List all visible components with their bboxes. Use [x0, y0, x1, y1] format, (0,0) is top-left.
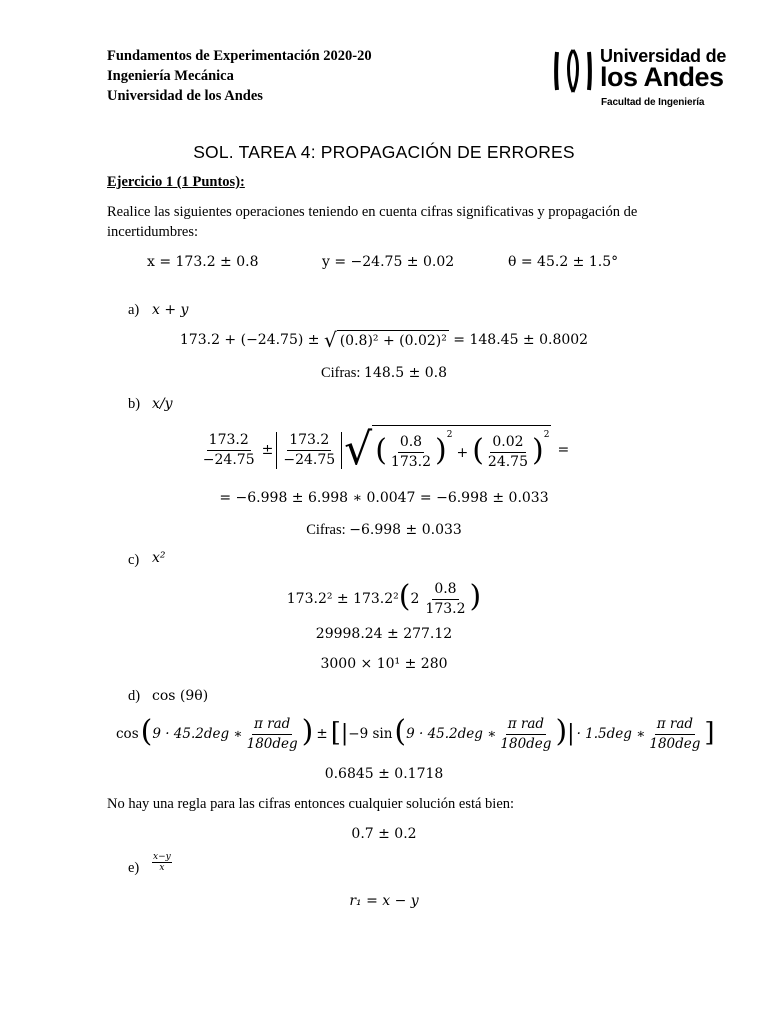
part-a-calc-root: (0.8)² + (0.02)²	[337, 330, 449, 350]
sqrt-symbol: √ ( $\frac{0.8}{173.2}$ ) $^2$ + ( $\frac{0.02}{24.75}$ ) $^2$	[344, 424, 550, 475]
logo-line-2: los Andes	[600, 62, 724, 92]
fraction-denominator: x	[159, 863, 165, 873]
equals-sign: =	[557, 442, 570, 458]
part-d-expression: cos (9θ)	[152, 688, 209, 704]
plus-sign: +	[456, 444, 469, 461]
plus-minus: ±	[316, 726, 328, 742]
fraction-denominator: 173.2	[390, 454, 432, 470]
given-theta: θ = 45.2 ± 1.5°	[508, 254, 619, 270]
part-b-line-2: = −6.998 ± 6.998 ∗ 0.0047 = −6.998 ± 0.033	[219, 490, 549, 506]
given-x: x = 173.2 ± 0.8	[147, 254, 259, 270]
part-e-expression	[150, 852, 174, 873]
part-d-result: 0.6845 ± 0.1718	[324, 766, 444, 782]
logo-line-3: Facultad de Ingeniería	[601, 97, 705, 108]
part-d-calculation: cos ( 9 · 45.2deg ∗ $\frac{\text{π rad}}{\text{180deg}}$ ) ± [ | −9 sin ( 9 · 45.2deg ∗ $\frac{\text{π rad}}{\text{180deg}}$ ) | · 1.5deg ∗ $\frac{\text{π rad}}{\text{180deg}}$ ]	[116, 714, 715, 752]
part-c-line-3: 3000 × 10¹ ± 280	[320, 656, 448, 672]
fraction	[423, 581, 467, 618]
fraction	[201, 432, 257, 469]
part-d-inner-2: 9 · 45.2deg ∗	[406, 726, 497, 742]
part-b-cifras	[0, 521, 768, 539]
part-d-label: d)	[128, 688, 141, 704]
part-d-inner-1: 9 · 45.2deg ∗	[152, 726, 243, 742]
university-logo-icon	[553, 48, 593, 94]
part-b-cifras-value: −6.998 ± 0.033	[349, 522, 462, 538]
part-c-label: c)	[128, 552, 140, 568]
part-b-expression: x/y	[152, 396, 173, 412]
part-a-cifras-value: 148.5 ± 0.8	[364, 365, 448, 381]
absolute-value	[276, 432, 342, 469]
part-d-rounded: 0.7 ± 0.2	[351, 826, 417, 842]
part-a-calculation	[0, 330, 768, 350]
fraction-numerator: π rad	[655, 716, 695, 735]
fraction-numerator: 0.8	[398, 434, 424, 453]
intro-line-2: incertidumbres:	[107, 224, 199, 240]
fraction-denominator: 180deg	[246, 735, 298, 752]
given-y: y = −24.75 ± 0.02	[322, 254, 455, 270]
part-a-label: a)	[128, 302, 140, 318]
fraction-denominator: −24.75	[202, 451, 255, 468]
part-c-line-2: 29998.24 ± 277.12	[315, 626, 453, 642]
part-d-neg-9-sin: −9 sin	[348, 726, 393, 742]
part-a-calc-left: 173.2 + (−24.75) ±	[179, 332, 324, 348]
part-c-factor: 2	[410, 591, 420, 607]
exercise-heading: Ejercicio 1 (1 Puntos):	[107, 174, 245, 190]
fraction-numerator: π rad	[506, 716, 546, 735]
part-e-r1: r₁ = x − y	[349, 893, 419, 909]
page-title: SOL. TAREA 4: PROPAGACIÓN DE ERRORES	[193, 142, 575, 162]
department-name: Ingeniería Mecánica	[107, 68, 234, 84]
fraction	[281, 432, 337, 469]
fraction-numerator: 173.2	[287, 432, 331, 451]
part-a-expression: x + y	[152, 302, 189, 318]
fraction-numerator: 0.02	[490, 434, 525, 453]
part-c-expression: x²	[152, 550, 166, 566]
part-e-label: e)	[128, 860, 140, 876]
part-d-note: No hay una regla para las cifras entonces cualquier solución está bien:	[107, 796, 515, 812]
fraction	[486, 434, 530, 471]
fraction-numerator: 173.2	[207, 432, 251, 451]
part-b-label: b)	[128, 396, 141, 412]
course-name: Fundamentos de Experimentación 2020-20	[107, 48, 372, 64]
fraction	[245, 716, 300, 753]
intro-line-1: Realice las siguientes operaciones teniendo en cuenta cifras significativas y propagación de	[107, 204, 638, 220]
part-a-cifras	[0, 364, 768, 382]
part-a-calc-right: = 148.45 ± 0.8002	[448, 332, 589, 348]
fraction	[647, 716, 702, 753]
fraction-numerator: π rad	[252, 716, 292, 735]
cos-function: cos	[116, 726, 139, 742]
fraction	[152, 852, 172, 873]
fraction-numerator: x−y	[153, 852, 171, 862]
fraction	[498, 716, 553, 753]
fraction-denominator: 24.75	[487, 454, 529, 470]
sqrt-symbol: √ (0.8)² + (0.02)²	[323, 328, 447, 352]
university-name: Universidad de los Andes	[107, 88, 263, 104]
part-c-line-1-left: 173.2² ± 173.2²	[286, 591, 399, 607]
part-b-calculation	[0, 424, 768, 476]
fraction-denominator: 180deg	[500, 735, 552, 752]
fraction-denominator: 173.2	[425, 600, 466, 617]
part-d-multiplier: · 1.5deg ∗	[576, 726, 646, 742]
fraction-denominator: 180deg	[649, 735, 701, 752]
fraction-denominator: −24.75	[283, 451, 336, 468]
part-c-line-1: 173.2² ± 173.2² ( 2 $\frac{0.8}{173.2}$ )	[286, 579, 482, 617]
part-a-cifras-label: Cifras:	[320, 365, 365, 381]
fraction-numerator: 0.8	[432, 581, 458, 600]
plus-minus: ±	[261, 442, 274, 458]
logo-line-1: Universidad de	[600, 46, 727, 66]
part-b-cifras-label: Cifras:	[306, 522, 350, 538]
fraction	[389, 434, 433, 471]
